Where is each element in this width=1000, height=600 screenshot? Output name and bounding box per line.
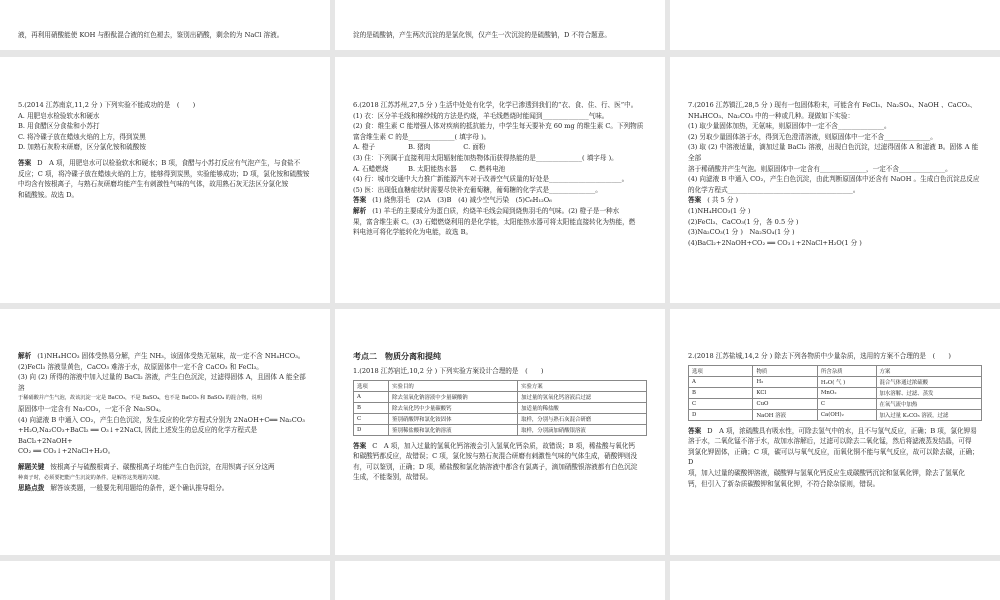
option-line: A. 橙子 B. 猪肉 C. 面粉 [353,143,486,152]
table-cell: D [689,409,753,420]
answer-line: 钙，但引入了新杂质碳酸钾和氢氧化钾，不符合除杂原则，错误。 [688,479,880,488]
answer-label: 答案 [18,158,32,167]
table-cell: 方案 [876,365,982,376]
card-bottom-mid [335,561,665,600]
table-cell: CuO [753,398,817,409]
table-cell: 鉴别硝酸钾和氯化铵固体 [389,413,518,424]
option-line: D. 加熟石灰粉末研磨，区分氯化铵和硫酸铵 [18,143,146,152]
question-line: (2) 另取少量固体溶于水，得到无色澄清溶液，则原固体中一定不含______________。 [688,132,937,141]
answer-line: (3)Na₂CO₃(1 分 ) Na₂SO₄(1 分 ) [688,228,795,237]
answer-line: 中均含有铵根离子，与熟石灰研磨均能产生有刺激性气味的气体，故用熟石灰无法区分氯化铵 [18,180,289,189]
impurity-table [688,365,982,421]
question-line: (5) 医：出现低血糖症状时需要尽快补充葡萄糖，葡萄糖的化学式是______________。 [353,185,602,194]
table-cell: A [689,376,753,387]
question-line: 1.(2018 江苏宿迁,10,2 分 ) 下列实验方案设计合理的是 ( ) [353,367,544,375]
card-bottom-right [670,561,1000,600]
table-row [689,365,982,376]
answer-line [353,441,647,452]
table-cell: KCl [753,387,817,398]
table-cell: 除去氢氧化钠溶液中少量碳酸钠 [389,391,518,402]
answer-note: ( 共 5 分 ) [707,196,739,205]
card-bottom-left [0,561,330,600]
table-cell: 物质 [753,365,817,376]
question-line: 富含维生素 C 的是______________( 填字母 )。 [353,132,491,141]
answer-line: 和碳酸钙都反应，故错误；C 项，氯化铵与熟石灰混合研磨有刺激性气味的气体生成，硝酸钾则没 [353,452,638,461]
card-q6 [335,57,665,303]
answer-line: 和硫酸铵。故选 D。 [18,190,79,199]
answer-line: 项，加入过量的碳酸钾溶液，碳酸钾与氢氧化钙反应生成碳酸钙沉淀和氢氧化钾，除去了氢氧化 [688,468,965,477]
analysis-line: 料电池可将化学能转化为电能，故选 B。 [353,228,473,237]
key-text: 铵根离子与硫酸根离子、碳酸根离子均能产生白色沉淀，在用钡离子区分这两 [50,462,275,471]
analysis-text: (1) 羊毛的主要成分为蛋白质，灼烧羊毛线会闻到烧焦羽毛的气味。(2) 橙子是一种水 [372,206,620,215]
answer-line: 有，可以鉴别，正确；D 项，稀盐酸和氯化钠溶液中都含有氯离子，滴加硝酸银溶液都有白色沉淀 [353,462,638,471]
table-cell: B [354,402,389,413]
text-line: 淀的是硫酸钠，产生两次沉淀的是氯化钡，仅产生一次沉淀的是硫酸钠，D 不符合题意。 [353,31,611,39]
table-cell: 加过量的氢氧化钙溶液后过滤 [518,391,647,402]
table-cell: 选项 [689,365,753,376]
table-cell: C [354,413,389,424]
table-row [354,380,647,391]
analysis-text: (1)NH₄HCO₃ 固体受热易分解，产生 NH₃，该固体受热无氨味，故一定不含 NH₄HCO₃。 [37,352,305,360]
answer-text: D A 项，浓硫酸具有吸水性，可除去氢气中的水，且不与氢气反应，正确；B 项，氯化钾易 [707,426,977,435]
table-cell: C [689,398,753,409]
table-cell: 取样，分别与熟石灰混合研磨 [518,413,647,424]
analysis-line: +H₂O,Na₂CO₃+BaCl₂ ══ O₃↓+2NaCl, 因此上述发生的总反应的化学方程式是 BaCl₂+2NaOH+ [18,426,258,445]
table-cell: 加入过量 K₂CO₃ 溶液，过滤 [876,409,982,420]
key-label: 解题关键 [18,462,45,471]
table-cell: MnO₂ [817,387,876,398]
question-line: NH₄HCO₃、Na₂CO₃ 中的一种或几种。现做如下实验： [688,111,855,120]
question-line: 的化学方程式______________________________________。 [688,185,860,194]
table-row [354,402,647,413]
table-cell: D [354,424,389,435]
analysis-label: 解析 [353,206,367,215]
question-line: 溶于稀硝酸并产生气泡。则原固体中一定含有______________，一定不含______________。 [688,164,952,173]
table-cell: 选项 [354,380,389,391]
table-cell: 鉴别稀盐酸和氯化钠溶液 [389,424,518,435]
key-line [18,462,312,473]
question-line: (3) 住：下列属于直接利用太阳辐射能加热物体而获得热能的是______________( 填字母 )。 [353,153,618,162]
analysis-line: (3) 向 (2) 所得的溶液中加入过量的 BaCl₂ 溶液，产生白色沉淀，过滤得固体 A，且固体 A 能全部溶 [18,373,306,392]
table-row [689,398,982,409]
analysis-line [18,351,312,362]
answer-line [18,158,312,169]
card-q2 [670,309,1000,555]
option-line: A. 石蜡燃烧 B. 太阳能热水器 C. 燃料电池 [353,164,506,173]
table-row [689,387,982,398]
table-cell: 除去氧化钙中少量碳酸钙 [389,402,518,413]
question-line: 7.(2016 江苏镇江,28,5 分 ) 现有一包固体粉末，可能含有 FeCl₃、Na₂SO₄、NaOH 、CaCO₃、 [688,101,977,109]
analysis-line: (2)FeCl₃ 溶液显黄色，CaCO₃ 难溶于水，故原固体中一定不含 CaCO₃ 和 FeCl₃。 [18,362,263,371]
answer-line: (1)NH₄HCO₃(1 分 ) [688,206,751,215]
question-line: (1) 取少量固体加热，无氨味，则原固体中一定不含______________。 [688,122,891,131]
table-row [689,376,982,387]
table-cell: 混合气体通过浓硫酸 [876,376,982,387]
tip-line [18,483,312,494]
analysis-line: (4) 向滤液 B 中通入 CO₂，产生白色沉淀，发生反应的化学方程式分别为 2NaOH+C══ Na₂CO₃ [18,415,305,424]
question-line: (4) 向滤液 B 中通入 CO₂，产生白色沉淀，由此判断原固体中还含有 NaOH 。生成白色沉淀总反应 [688,175,980,184]
question-line: (2) 食：维生素 C 能增强人体对疾病的抵抗能力，中学生每天要补充 60 mg 的维生素 C。下列物质 [353,122,644,131]
answer-line [688,426,982,437]
tip-label: 思路点拨 [18,484,45,493]
answer-text: D A 项，用肥皂水可以检验软水和硬水；B 项，食醋与小苏打反应有气泡产生，与食盐不 [37,158,301,167]
table-cell: 在氧气流中加热 [876,398,982,409]
table-cell: 取样，分别滴加硝酸银溶液 [518,424,647,435]
analysis-line: 原固体中一定含有 Na₂CO₃，一定不含 Na₂SO₄。 [18,404,165,413]
option-line: B. 用食醋区分食盐和小苏打 [18,122,100,131]
key-line: 种离子时，必须要把能产生沉淀的条件，是解答这类题的关键。 [18,474,164,481]
answer-text: (1) 烧焦羽毛 (2)A (3)B (4) 减少空气污染 (5)C₆H₁₂O₆ [372,196,552,205]
card-top-right [670,0,1000,50]
card-top-left [0,0,330,50]
section-title: 考点二 物质分离和提纯 [353,351,441,361]
table-row [689,409,982,420]
answer-line: 溶于水，二氧化锰不溶于水，故加水溶解后，过滤可以除去二氧化锰，然后将滤液蒸发结晶，可得 [688,437,972,446]
text-line: 液，再利用硝酸能使 KOH 与酚酞混合液的红色褪去，鉴别出硝酸，剩余的为 NaCl 溶液。 [18,31,284,39]
answer-label: 答案 [353,196,367,205]
card-top-mid [335,0,665,50]
answer-line: (2)FeCl₃、CaCO₃(1 分，各 0.5 分 ) [688,217,799,226]
question-line: (3) 取 (2) 中溶液适量，滴加过量 BaCl₂ 溶液，出现白色沉淀，过滤得固体 A 和滤液 B。固体 A 能全部 [688,143,979,162]
analysis-label: 解析 [18,352,32,360]
card-q5 [0,57,330,303]
table-cell: B [689,387,753,398]
table-cell: 所含杂质 [817,365,876,376]
answer-line [353,195,647,206]
answer-text: C A 项，加入过量的氢氧化钙溶液会引入氢氧化钙杂质，故错误；B 项，稀盐酸与氧化钙 [372,441,635,450]
table-row [354,391,647,402]
table-cell: H₂ [753,376,817,387]
answer-label: 答案 [688,196,702,205]
analysis-line [353,206,647,217]
analysis-line: 于稀硝酸并产生气泡，故该沉淀一定是 BaCO₃，不是 BaSO₄，也不是 BaCO₃ 和 BaSO₄ 的混合物，说明 [18,395,262,402]
analysis-line: CO₂ ══ CO₃↓+2NaCl+H₂O。 [18,447,115,456]
table-cell: Ca(OH)₂ [817,409,876,420]
analysis-line: 果，富含维生素 C。(3) 石蜡燃烧利用的是化学能，太阳能热水器可将太阳能直接转化为热能，燃 [353,217,636,226]
answer-line: 生成，不能鉴别，故错误。 [353,473,433,482]
table-cell: 加适量的稀盐酸 [518,402,647,413]
card-q7 [670,57,1000,303]
table-row [354,424,647,435]
card-q7-analysis [0,309,330,555]
table-cell: C [817,398,876,409]
answer-label: 答案 [353,441,367,450]
scheme-table [353,380,647,436]
tip-text: 解答该类题，一般要先利用题给的条件，逐个确认推导组分。 [50,484,229,493]
table-cell: 实验方案 [518,380,647,391]
table-cell: 加水溶解、过滤、蒸发 [876,387,982,398]
table-cell: H₂O( 气 ) [817,376,876,387]
question-line: (4) 行：城市交通中大力推广新能源汽车对于改善空气质量的好处是______________________。 [353,175,629,184]
answer-line: (4)BaCl₂+2NaOH+CO₂ ══ CO₃↓+2NaCl+H₂O(1 分 ) [688,238,862,247]
question-line: 5.(2014 江苏南京,11,2 分 ) 下列实验不能成功的是 ( ) [18,101,196,109]
table-cell: A [354,391,389,402]
table-cell: NaOH 溶液 [753,409,817,420]
table-row [354,413,647,424]
answer-line [688,195,982,206]
answer-line: 反应；C 项，将冷碟子放在蜡烛火焰的上方，能够得到炭黑，实验能够成功；D 项，氯化铵和硫酸铵 [18,169,310,178]
question-line: 6.(2018 江苏苏州,27,5 分 ) 生活中处处有化学，化学已渗透到我们的“衣、食、住、行、医”中。 [353,101,638,109]
option-line: C. 将冷碟子放在蜡烛火焰的上方，得到炭黑 [18,132,146,141]
table-cell: 实验目的 [389,380,518,391]
answer-line: 到氯化钾固体，正确；C 项，碳可以与氧气反应，而氧化铜不能与氧气反应，故可以除去碳，正确；D [688,447,979,467]
question-line: (1) 衣：区分羊毛线和棉纱线的方法是灼烧，羊毛线燃烧时能闻到______________气味。 [353,111,609,120]
card-topic2 [335,309,665,555]
answer-label: 答案 [688,426,702,435]
option-line: A. 用肥皂水检验软水和硬水 [18,111,100,120]
question-line: 2.(2018 江苏盐城,14,2 分 ) 除去下列各物质中少量杂质，选用的方案不合理的是 ( ) [688,352,951,360]
